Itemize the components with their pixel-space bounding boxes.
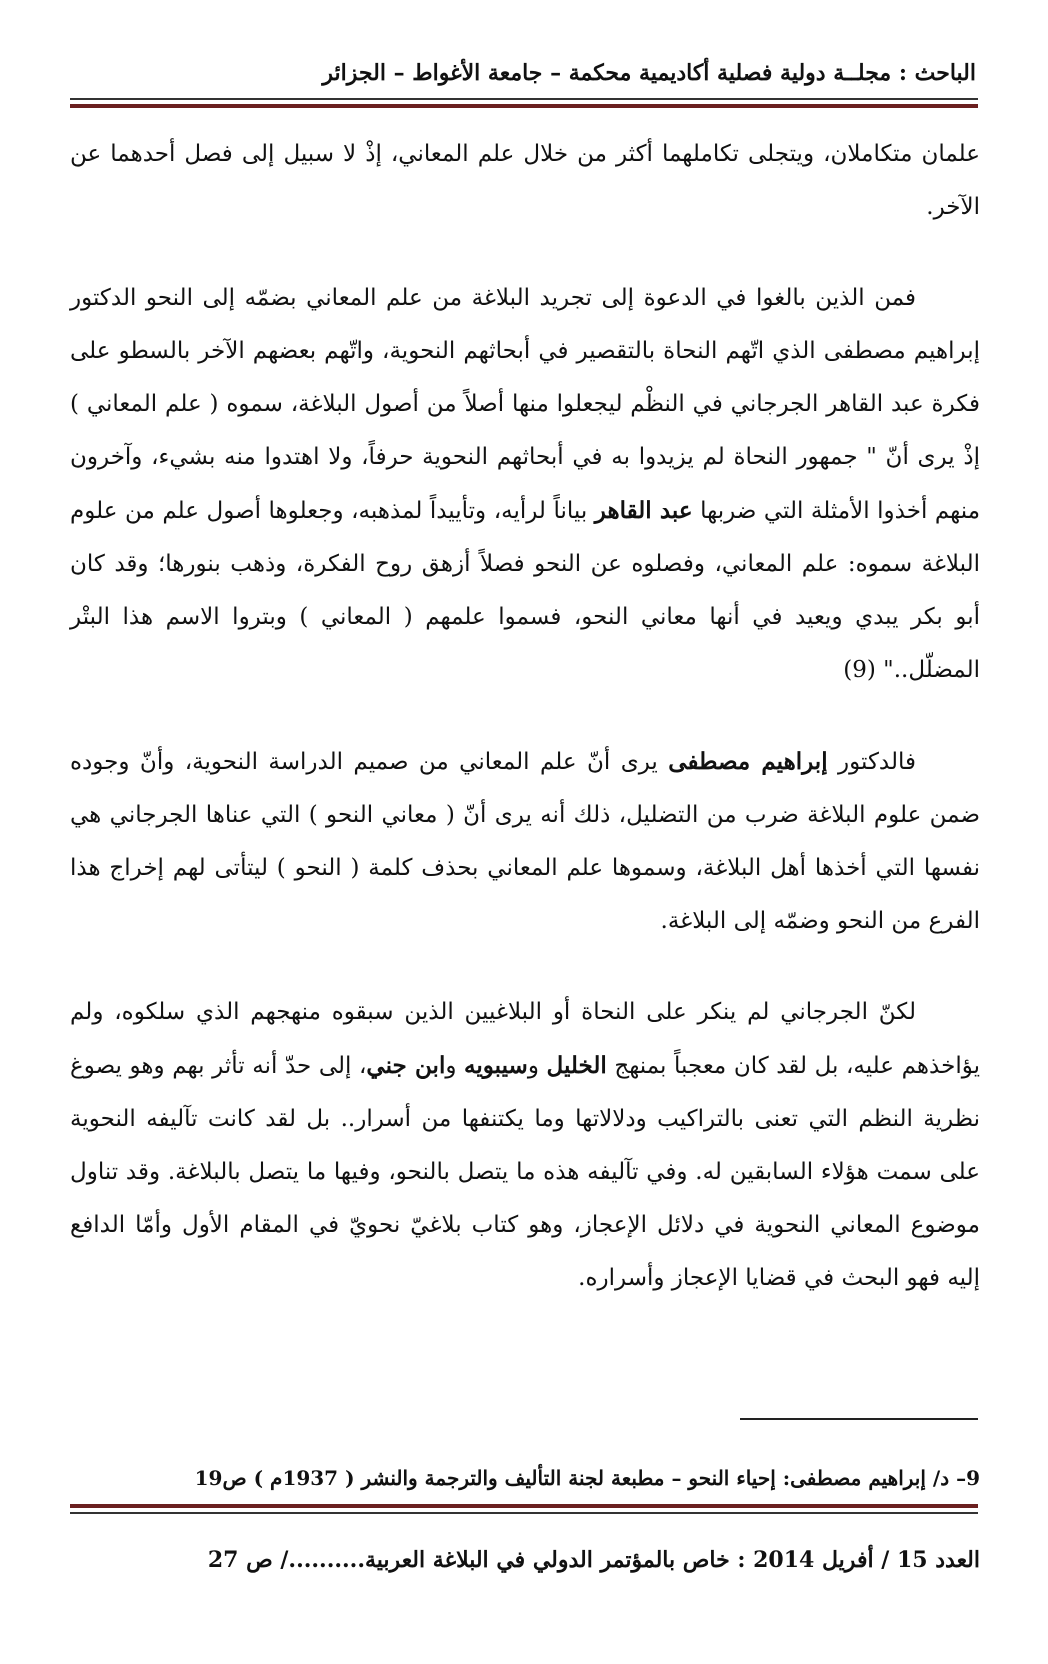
header-rule-thin (70, 98, 978, 100)
name-abd-al-qahir: عبد القاهر (594, 497, 693, 524)
conj-and-1: و (527, 1053, 539, 1079)
footer-rule-thin (70, 1512, 978, 1514)
paragraph-2-end: بياناً لرأيه، وتأييداً لمذهبه، وجعلوها أصول علم من علوم البلاغة سموه: علم المعاني، وفصلوه عن النحو فصلاً أزهق روح الفكرة، وذهب بنورها؛ وقد كان أبو بكر يبدي ويعيد في أنها معاني النحو، فسموا علمهم ( المعاني ) وبتروا الاسم هذا البتْر المضلّل.." (9) (70, 498, 980, 683)
paragraph-3-end: يرى أنّ علم المعاني من صميم الدراسة النحوية، وأنّ وجوده ضمن علوم البلاغة ضرب من التضليل، ذلك أنه يرى أنّ ( معاني النحو ) التي عناها الجرجاني هي نفسها التي أخذها أهل البلاغة، وسموها علم المعاني بحذف كلمة ( النحو ) ليتأتى لهم إخراج هذا الفرع من النحو وضمّه إلى البلاغة. (70, 749, 980, 934)
paragraph-3-start: فالدكتور (838, 749, 916, 775)
article-body (70, 128, 980, 1343)
name-sibawayh: سيبويه (464, 1052, 528, 1079)
name-khalil: الخليل (546, 1052, 607, 1079)
paragraph-4 (70, 986, 980, 1305)
footnote-9: 9– د/ إبراهيم مصطفى: إحياء النحو – مطبعة لجنة التأليف والترجمة والنشر ( 1937م ) ص19 (194, 1466, 980, 1490)
paragraph-2 (70, 272, 980, 697)
paragraph-2-text: فمن الذين بالغوا في الدعوة إلى تجريد البلاغة من علم المعاني بضمّه إلى النحو الدكتور إبراهيم مصطفى الذي اتّهم النحاة بالتقصير في أبحاثهم النحوية، واتّهم بعضهم الآخر بالسطو على فكرة عبد القاهر الجرجاني في النظْم ليجعلوا منها أصلاً من أصول البلاغة، سموه ( علم المعاني ) إذْ يرى أنّ " جمهور النحاة لم يزيدوا به في أبحاثهم النحوية حرفاً، ولا اهتدوا منه بشيء، وآخرون منهم أخذوا الأمثلة التي ضربها (70, 285, 981, 524)
paragraph-4-start: لكنّ الجرجاني لم ينكر على النحاة أو البلاغيين الذين سبقوه منهجهم الذي سلكوه، ولم يؤاخذهم عليه، بل لقد كان معجباً بمنهج (70, 999, 980, 1079)
paragraph-4-end: ، إلى حدّ أنه تأثر بهم وهو يصوغ نظرية النظم التي تعنى بالتراكيب ودلالاتها وما يكتنفها من أسرار.. بل لقد كانت تآليفه النحوية على سمت هؤلاء السابقين له. وفي تآليفه هذه ما يتصل بالنحو، وفيها ما يتصل بالبلاغة. وقد تناول موضوع المعاني النحوية في دلائل الإعجاز، وهو كتاب بلاغيّ نحويّ في المقام الأول وأمّا الدافع إليه فهو البحث في قضايا الإعجاز وأسراره. (70, 1053, 980, 1291)
footnote-rule (740, 1418, 978, 1420)
name-ibrahim-mustafa: إبراهيم مصطفى (668, 748, 828, 775)
paragraph-1: علمان متكاملان، ويتجلى تكاملهما أكثر من خلال علم المعاني، إذْ لا سبيل إلى فصل أحدهما عن الآخر. (70, 141, 980, 220)
journal-header: الباحث : مجلــة دولية فصلية أكاديمية محكمة – جامعة الأغواط – الجزائر (322, 60, 976, 86)
paragraph-3 (70, 735, 980, 948)
name-ibn-jinni: ابن جني (366, 1052, 446, 1079)
header-rule-thick (70, 104, 978, 108)
conj-and-2: و (445, 1053, 457, 1079)
issue-footer: العدد 15 / أفريل 2014 : خاص بالمؤتمر الدولي في البلاغة العربية........../ ص 27 (207, 1547, 980, 1573)
footer-rule-thick (70, 1504, 978, 1508)
